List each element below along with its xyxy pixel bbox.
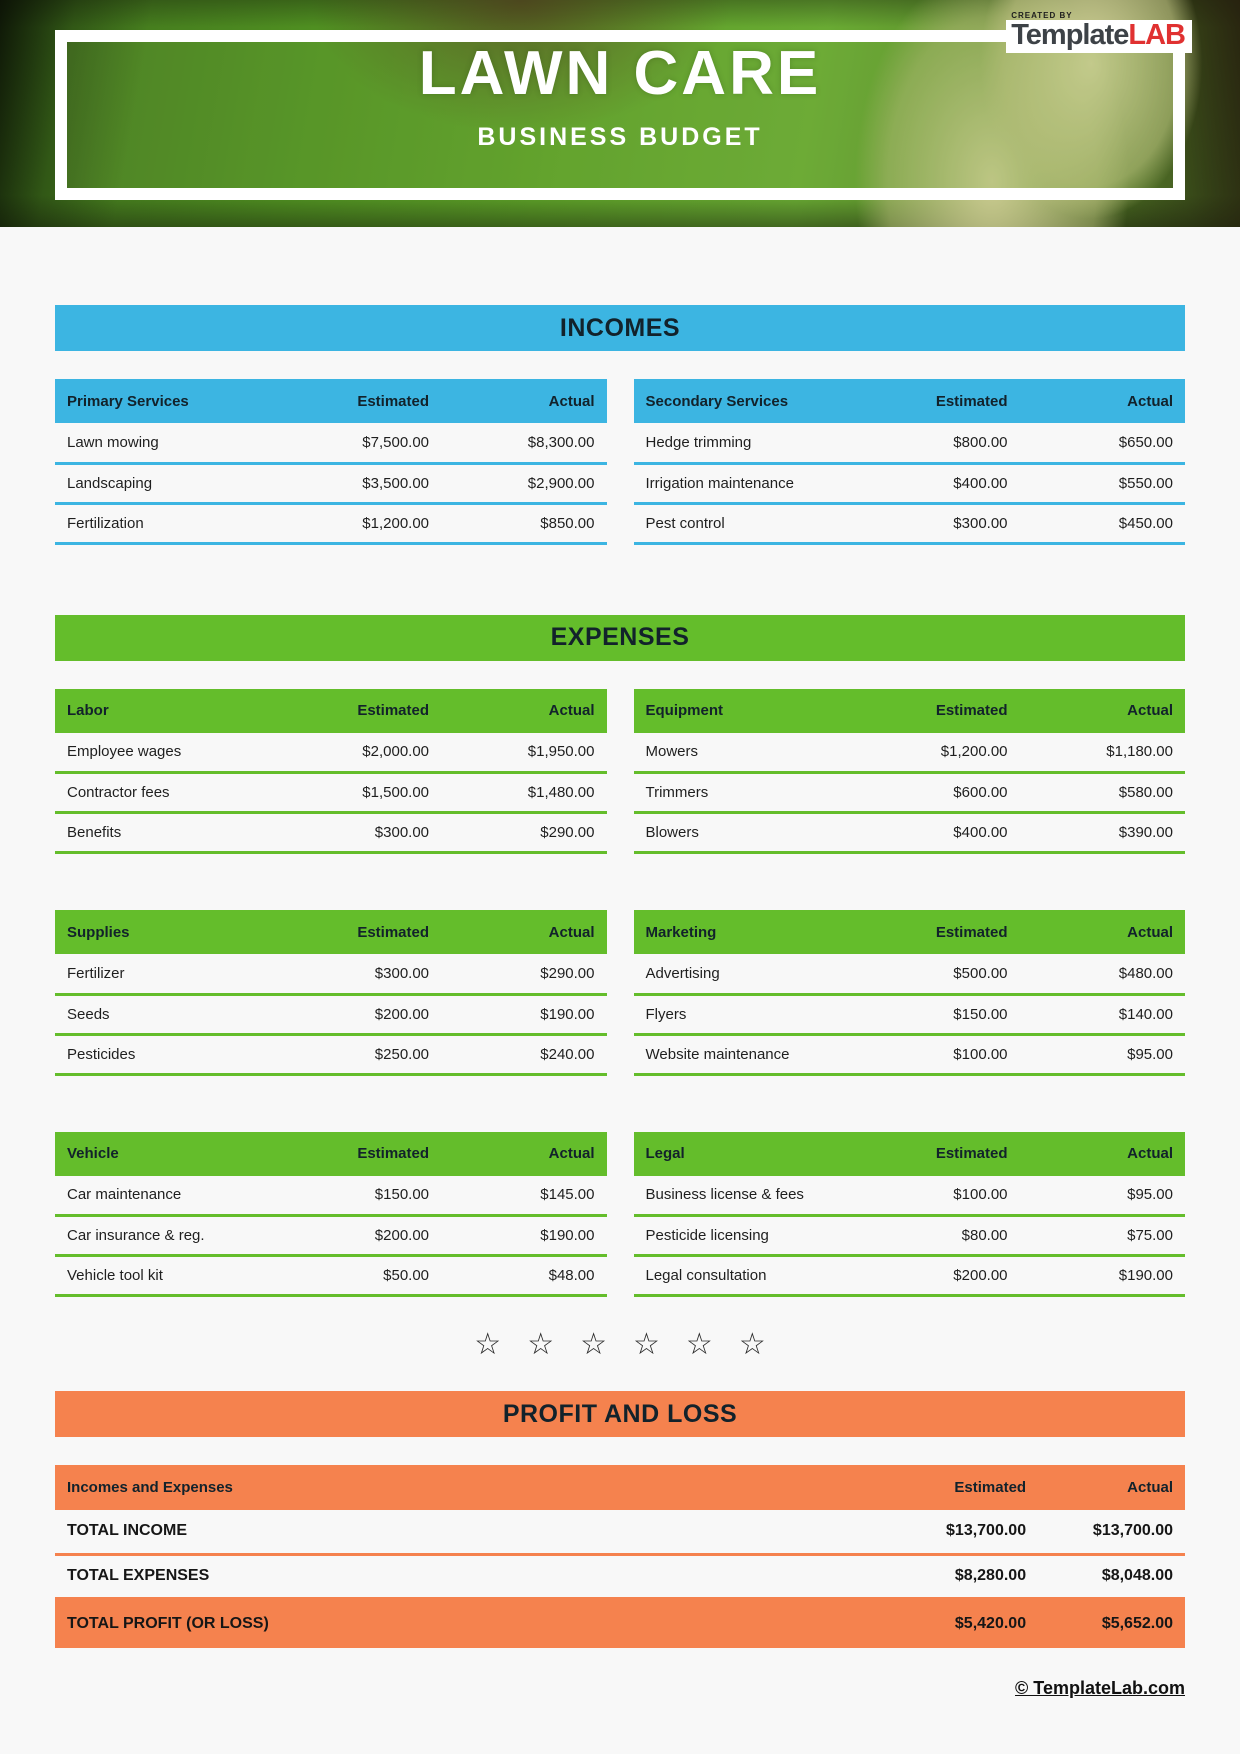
- total-expenses-estimated: $8,280.00: [778, 1554, 1038, 1598]
- star-icon: ☆: [474, 1328, 528, 1361]
- actual-value: $1,180.00: [1020, 733, 1185, 773]
- column-header-estimated: Estimated: [276, 689, 441, 733]
- profit-loss-section-bar: [55, 1391, 1185, 1437]
- column-header-estimated: Estimated: [276, 1132, 441, 1176]
- column-header-actual: Actual: [441, 689, 606, 733]
- table-row: [634, 423, 1186, 463]
- table-header-row: [55, 689, 607, 733]
- table-header-row: [634, 689, 1186, 733]
- budget-table: [55, 379, 607, 545]
- estimated-value: $150.00: [276, 1176, 441, 1216]
- table-row: [55, 813, 607, 853]
- table-title: Equipment: [634, 689, 855, 733]
- column-header-actual: Actual: [1020, 910, 1185, 954]
- item: Hedge trimming: [634, 423, 855, 463]
- actual-value: $850.00: [441, 503, 606, 543]
- star-icon: ☆: [685, 1328, 739, 1361]
- column-header-actual: Actual: [441, 910, 606, 954]
- item: Trimmers: [634, 773, 855, 813]
- expenses-tables: [55, 689, 1185, 1298]
- table-pair-row: [55, 379, 1185, 545]
- table-pair-row: [55, 1132, 1185, 1298]
- column-header-estimated: Estimated: [854, 379, 1019, 423]
- table-row: [634, 1034, 1186, 1074]
- incomes-tables: [55, 379, 1185, 545]
- table-row: [55, 1034, 607, 1074]
- estimated-value: $50.00: [276, 1256, 441, 1296]
- table-row: [634, 503, 1186, 543]
- item: Fertilizer: [55, 954, 276, 994]
- budget-table: [634, 910, 1186, 1076]
- table-row: [55, 1256, 607, 1296]
- table-row: [634, 1176, 1186, 1216]
- actual-value: $140.00: [1020, 994, 1185, 1034]
- budget-table: [634, 379, 1186, 545]
- item: Benefits: [55, 813, 276, 853]
- estimated-value: $600.00: [854, 773, 1019, 813]
- estimated-value: $400.00: [854, 813, 1019, 853]
- table-row: [634, 733, 1186, 773]
- logo-created-by-label: CREATED BY: [1011, 11, 1073, 20]
- logo-wordmark: [1006, 20, 1192, 53]
- estimated-value: $500.00: [854, 954, 1019, 994]
- profit-loss-section: [55, 1391, 1185, 1648]
- column-header-estimated: Estimated: [854, 910, 1019, 954]
- item: Employee wages: [55, 733, 276, 773]
- item: Flyers: [634, 994, 855, 1034]
- item: Landscaping: [55, 463, 276, 503]
- table-row: [55, 1176, 607, 1216]
- item: Lawn mowing: [55, 423, 276, 463]
- estimated-value: $150.00: [854, 994, 1019, 1034]
- table-title: Secondary Services: [634, 379, 855, 423]
- table-row: [634, 463, 1186, 503]
- actual-value: $650.00: [1020, 423, 1185, 463]
- table-header-row: [634, 379, 1186, 423]
- table-row: [634, 813, 1186, 853]
- column-header-actual: Actual: [441, 1132, 606, 1176]
- column-header-estimated: Estimated: [276, 910, 441, 954]
- logo-text-lab: LAB: [1128, 19, 1185, 51]
- incomes-section-bar: [55, 305, 1185, 351]
- column-header-estimated: Estimated: [854, 1132, 1019, 1176]
- estimated-value: $1,200.00: [854, 733, 1019, 773]
- actual-value: $580.00: [1020, 773, 1185, 813]
- incomes-section-title: INCOMES: [559, 313, 681, 342]
- table-header-row: [634, 910, 1186, 954]
- estimated-value: $80.00: [854, 1216, 1019, 1256]
- page-title: LAWN CARE: [418, 39, 822, 108]
- item: Pest control: [634, 503, 855, 543]
- star-icon: ☆: [738, 1328, 792, 1361]
- table-row-total-profit: [55, 1598, 1185, 1648]
- estimated-value: $250.00: [276, 1034, 441, 1074]
- item: Seeds: [55, 994, 276, 1034]
- table-row: [634, 1216, 1186, 1256]
- page-subtitle: BUSINESS BUDGET: [477, 123, 763, 151]
- actual-value: $8,300.00: [441, 423, 606, 463]
- actual-value: $95.00: [1020, 1176, 1185, 1216]
- column-header-actual: Actual: [441, 379, 606, 423]
- budget-table-grid: [55, 910, 607, 1076]
- total-profit-label: TOTAL PROFIT (OR LOSS): [55, 1598, 778, 1648]
- column-header-estimated: Estimated: [276, 379, 441, 423]
- estimated-value: $400.00: [854, 463, 1019, 503]
- actual-value: $48.00: [441, 1256, 606, 1296]
- actual-value: $190.00: [1020, 1256, 1185, 1296]
- pl-column-header-actual: Actual: [1038, 1465, 1185, 1510]
- table-row: [634, 994, 1186, 1034]
- table-row: [634, 773, 1186, 813]
- table-header-row: [55, 379, 607, 423]
- total-profit-estimated: $5,420.00: [778, 1598, 1038, 1648]
- item: Pesticide licensing: [634, 1216, 855, 1256]
- expenses-section: [55, 615, 1185, 1298]
- actual-value: $290.00: [441, 954, 606, 994]
- budget-table: [55, 1132, 607, 1298]
- estimated-value: $200.00: [854, 1256, 1019, 1296]
- table-header-row: [634, 1132, 1186, 1176]
- actual-value: $2,900.00: [441, 463, 606, 503]
- column-header-actual: Actual: [1020, 1132, 1185, 1176]
- actual-value: $550.00: [1020, 463, 1185, 503]
- item: Business license & fees: [634, 1176, 855, 1216]
- actual-value: $75.00: [1020, 1216, 1185, 1256]
- actual-value: $390.00: [1020, 813, 1185, 853]
- header-text: [0, 38, 1240, 152]
- table-row: [55, 1216, 607, 1256]
- table-row: [634, 1256, 1186, 1296]
- actual-value: $1,480.00: [441, 773, 606, 813]
- column-header-actual: Actual: [1020, 689, 1185, 733]
- item: Pesticides: [55, 1034, 276, 1074]
- total-profit-actual: $5,652.00: [1038, 1598, 1185, 1648]
- budget-table: [55, 910, 607, 1076]
- estimated-value: $1,500.00: [276, 773, 441, 813]
- profit-loss-table: [55, 1465, 1185, 1648]
- actual-value: $240.00: [441, 1034, 606, 1074]
- table-row: [55, 463, 607, 503]
- total-income-estimated: $13,700.00: [778, 1510, 1038, 1554]
- incomes-section: [55, 305, 1185, 545]
- actual-value: $290.00: [441, 813, 606, 853]
- table-row: [55, 773, 607, 813]
- estimated-value: $300.00: [854, 503, 1019, 543]
- estimated-value: $100.00: [854, 1176, 1019, 1216]
- table-title: Primary Services: [55, 379, 276, 423]
- table-pair-row: [55, 689, 1185, 855]
- item: Vehicle tool kit: [55, 1256, 276, 1296]
- estimated-value: $300.00: [276, 813, 441, 853]
- star-rating-row: [55, 1327, 1185, 1363]
- table-row-total-income: [55, 1510, 1185, 1554]
- estimated-value: $100.00: [854, 1034, 1019, 1074]
- column-header-actual: Actual: [1020, 379, 1185, 423]
- star-icon: ☆: [527, 1328, 581, 1361]
- logo-text-template: Template: [1011, 19, 1129, 51]
- table-row: [55, 733, 607, 773]
- item: Contractor fees: [55, 773, 276, 813]
- table-title: Marketing: [634, 910, 855, 954]
- templatelab-logo[interactable]: [1006, 12, 1192, 53]
- estimated-value: $7,500.00: [276, 423, 441, 463]
- table-row: [55, 423, 607, 463]
- budget-table: [634, 689, 1186, 855]
- budget-content: [0, 305, 1240, 1699]
- table-row: [55, 994, 607, 1034]
- item: Blowers: [634, 813, 855, 853]
- estimated-value: $3,500.00: [276, 463, 441, 503]
- table-title: Vehicle: [55, 1132, 276, 1176]
- estimated-value: $300.00: [276, 954, 441, 994]
- star-icon: ☆: [580, 1328, 633, 1361]
- table-title: Supplies: [55, 910, 276, 954]
- item: Legal consultation: [634, 1256, 855, 1296]
- budget-table-grid: [55, 1132, 607, 1298]
- table-pair-row: [55, 910, 1185, 1076]
- table-row: [55, 503, 607, 543]
- budget-table-grid: [634, 910, 1186, 1076]
- actual-value: $190.00: [441, 994, 606, 1034]
- item: Advertising: [634, 954, 855, 994]
- budget-table-grid: [634, 1132, 1186, 1298]
- budget-table: [55, 689, 607, 855]
- estimated-value: $2,000.00: [276, 733, 441, 773]
- estimated-value: $800.00: [854, 423, 1019, 463]
- item: Website maintenance: [634, 1034, 855, 1074]
- table-title: Labor: [55, 689, 276, 733]
- actual-value: $95.00: [1020, 1034, 1185, 1074]
- actual-value: $190.00: [441, 1216, 606, 1256]
- actual-value: $1,950.00: [441, 733, 606, 773]
- star-icon: ☆: [633, 1328, 686, 1361]
- item: Car insurance & reg.: [55, 1216, 276, 1256]
- expenses-section-bar: [55, 615, 1185, 661]
- total-income-label: TOTAL INCOME: [55, 1510, 778, 1554]
- profit-loss-header-row: [55, 1465, 1185, 1510]
- estimated-value: $200.00: [276, 1216, 441, 1256]
- actual-value: $145.00: [441, 1176, 606, 1216]
- table-header-row: [55, 1132, 607, 1176]
- pl-column-header-estimated: Estimated: [778, 1465, 1038, 1510]
- estimated-value: $1,200.00: [276, 503, 441, 543]
- estimated-value: $200.00: [276, 994, 441, 1034]
- profit-loss-section-title: PROFIT AND LOSS: [502, 1399, 738, 1428]
- templatelab-footer-link[interactable]: © TemplateLab.com: [1015, 1678, 1185, 1698]
- table-title: Legal: [634, 1132, 855, 1176]
- total-expenses-actual: $8,048.00: [1038, 1554, 1185, 1598]
- expenses-section-title: EXPENSES: [550, 623, 690, 651]
- total-income-actual: $13,700.00: [1038, 1510, 1185, 1554]
- table-header-row: [55, 910, 607, 954]
- item: Fertilization: [55, 503, 276, 543]
- actual-value: $450.00: [1020, 503, 1185, 543]
- column-header-estimated: Estimated: [854, 689, 1019, 733]
- item: Mowers: [634, 733, 855, 773]
- pl-column-header-name: Incomes and Expenses: [55, 1465, 778, 1510]
- budget-table: [634, 1132, 1186, 1298]
- item: Irrigation maintenance: [634, 463, 855, 503]
- page-header: [0, 0, 1240, 227]
- budget-table-grid: [55, 379, 607, 545]
- table-row-total-expenses: [55, 1554, 1185, 1598]
- item: Car maintenance: [55, 1176, 276, 1216]
- budget-table-grid: [634, 379, 1186, 545]
- page-footer: [55, 1678, 1185, 1699]
- actual-value: $480.00: [1020, 954, 1185, 994]
- table-row: [55, 954, 607, 994]
- table-row: [634, 954, 1186, 994]
- budget-table-grid: [55, 689, 607, 855]
- budget-table-grid: [634, 689, 1186, 855]
- total-expenses-label: TOTAL EXPENSES: [55, 1554, 778, 1598]
